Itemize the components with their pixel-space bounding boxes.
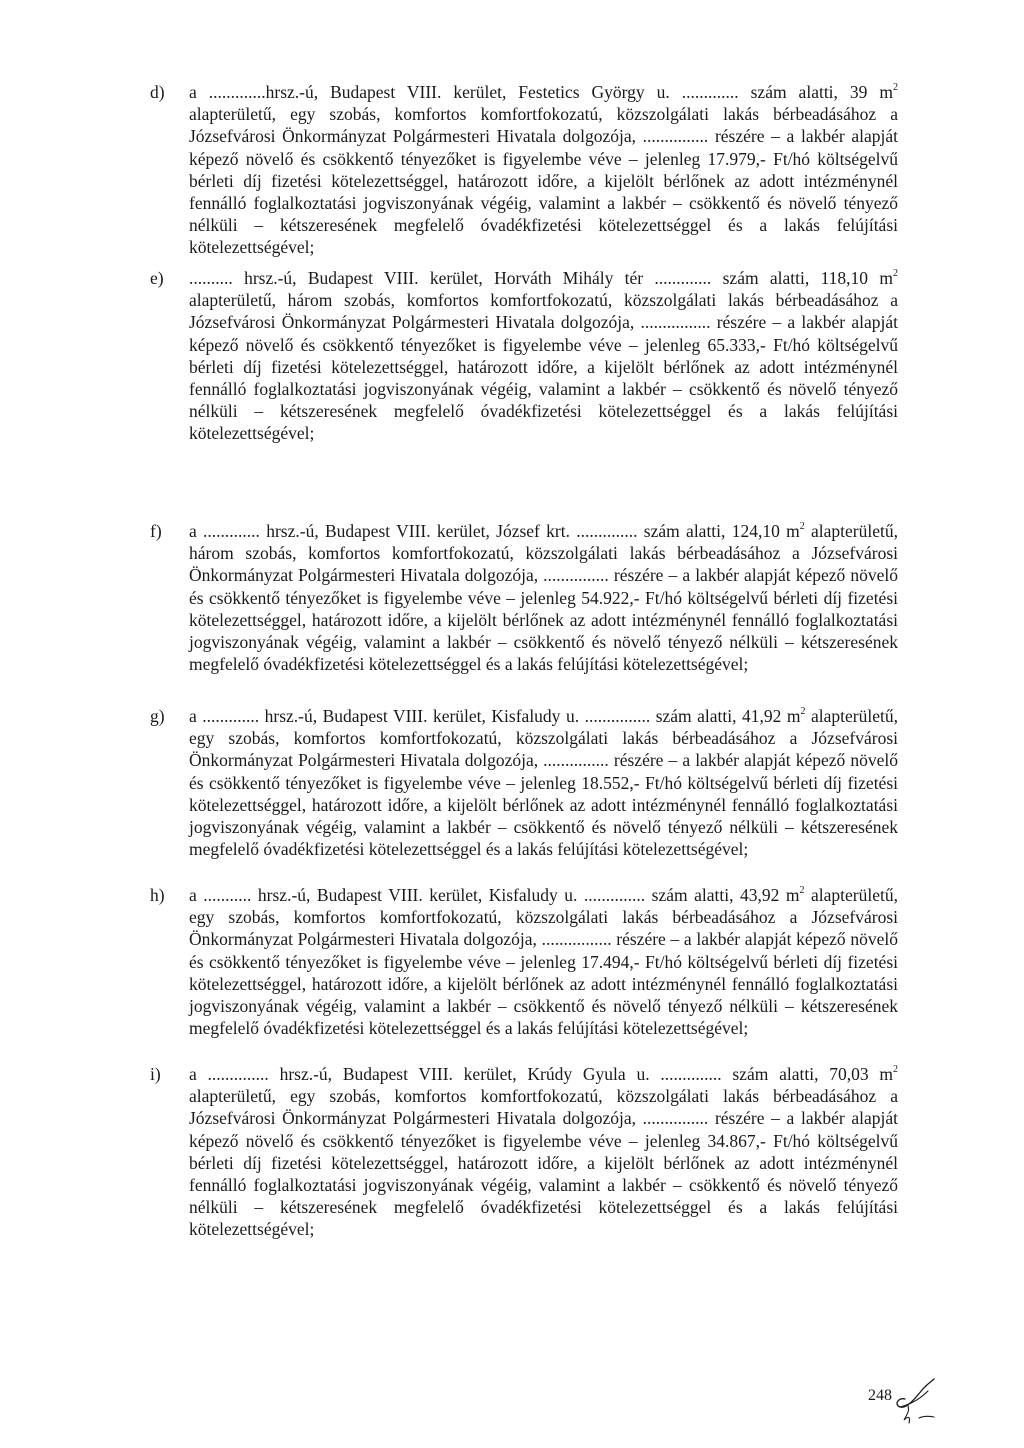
superscript: 2 [893,82,898,94]
superscript: 2 [800,706,806,718]
page-footer [868,1378,938,1428]
list-item-g [150,705,898,860]
item-text [189,520,898,675]
handwritten-initials-icon [892,1378,938,1426]
item-text-start: .......... hrsz.-ú, Budapest VIII. kerület, Horváth Mihály tér ............. szám alatti, 118,10 m [189,268,893,288]
superscript: 2 [893,268,898,280]
item-label: e) [150,268,164,288]
list-item-e [150,267,898,445]
list-item-f [150,520,898,675]
item-label: i) [150,1064,161,1084]
item-label: g) [150,706,165,726]
item-text-start: a .............hrsz.-ú, Budapest VIII. kerület, Festetics György u. ............. szám alatti, 39 m [189,82,893,102]
item-text [189,705,898,860]
list-item-i [150,1063,898,1241]
superscript: 2 [799,521,805,533]
item-text [189,81,898,259]
item-text-rest: alapterületű, három szobás, komfortos komfortfokozatú, közszolgálati lakás bérbeadásához a Józsefvárosi Önkormányzat Polgármesteri Hivatala dolgozója, ................ részére – a lakbér alapját képező növelő és csökkentő tényezőket is figyelembe véve – jelenleg 65.333,- Ft/hó költségelvű bérleti díj fizetési kötelezettséggel, határozott időre, a kijelölt bérlőnek az adott intézménynél fennálló foglalkoztatási jogviszonyának végéig, valamint a lakbér – csökkentő és növelő tényező nélküli – kétszeresének megfelelő óvadékfizetési kötelezettséggel és a lakás felújítási kötelezettségével; [189,290,898,444]
list-item-d [150,81,898,259]
page-number: 248 [868,1387,892,1404]
item-text [189,884,898,1039]
item-text-start: a ........... hrsz.-ú, Budapest VIII. kerület, Kisfaludy u. .............. szám alatti, 43,92 m [189,885,800,905]
item-label: d) [150,82,165,102]
item-text-start: a .............. hrsz.-ú, Budapest VIII. kerület, Krúdy Gyula u. .............. szám alatti, 70,03 m [189,1064,893,1084]
item-text-rest: alapterületű, egy szobás, komfortos komfortfokozatú, közszolgálati lakás bérbeadásához a Józsefvárosi Önkormányzat Polgármesteri Hivatala dolgozója, ............... részére – a lakbér alapját képező növelő és csökkentő tényezőket is figyelembe véve – jelenleg 18.552,- Ft/hó költségelvű bérleti díj fizetési kötelezettséggel, határozott időre, a kijelölt bérlőnek az adott intézménynél fennálló foglalkoztatási jogviszonyának végéig, valamint a lakbér – csökkentő és növelő tényező nélküli – kétszeresének megfelelő óvadékfizetési kötelezettséggel és a lakás felújítási kötelezettségével; [189,706,898,860]
item-text-start: a ............. hrsz.-ú, Budapest VIII. kerület, Kisfaludy u. ............... szám alatti, 41,92 m [189,706,801,726]
item-text-rest: alapterületű, egy szobás, komfortos komfortfokozatú, közszolgálati lakás bérbeadásához a Józsefvárosi Önkormányzat Polgármesteri Hivatala dolgozója, ................ részére – a lakbér alapját képező növelő és csökkentő tényezőket is figyelembe véve – jelenleg 17.494,- Ft/hó költségelvű bérleti díj fizetési kötelezettséggel, határozott időre, a kijelölt bérlőnek az adott intézménynél fennálló foglalkoztatási jogviszonyának végéig, valamint a lakbér – csökkentő és növelő tényező nélküli – kétszeresének megfelelő óvadékfizetési kötelezettséggel és a lakás felújítási kötelezettségével; [189,885,898,1039]
item-text [189,267,898,445]
superscript: 2 [799,885,805,897]
item-text-rest: alapterületű, három szobás, komfortos komfortfokozatú, közszolgálati lakás bérbeadásához a Józsefvárosi Önkormányzat Polgármesteri Hivatala dolgozója, ............... részére – a lakbér alapját képező növelő és csökkentő tényezőket is figyelembe véve – jelenleg 54.922,- Ft/hó költségelvű bérleti díj fizetési kötelezettséggel, határozott időre, a kijelölt bérlőnek az adott intézménynél fennálló foglalkoztatási jogviszonyának végéig, valamint a lakbér – csökkentő és növelő tényező nélküli – kétszeresének megfelelő óvadékfizetési kötelezettséggel és a lakás felújítási kötelezettségével; [189,521,898,675]
item-text-rest: alapterületű, egy szobás, komfortos komfortfokozatú, közszolgálati lakás bérbeadásához a Józsefvárosi Önkormányzat Polgármesteri Hivatala dolgozója, ............... részére – a lakbér alapját képező növelő és csökkentő tényezőket is figyelembe véve – jelenleg 34.867,- Ft/hó költségelvű bérleti díj fizetési kötelezettséggel, határozott időre, a kijelölt bérlőnek az adott intézménynél fennálló foglalkoztatási jogviszonyának végéig, valamint a lakbér – csökkentő és növelő tényező nélküli – kétszeresének megfelelő óvadékfizetési kötelezettséggel és a lakás felújítási kötelezettségével; [189,1086,898,1240]
item-text-rest: alapterületű, egy szobás, komfortos komfortfokozatú, közszolgálati lakás bérbeadásához a Józsefvárosi Önkormányzat Polgármesteri Hivatala dolgozója, ............... részére – a lakbér alapját képező növelő és csökkentő tényezőket is figyelembe véve – jelenleg 17.979,- Ft/hó költségelvű bérleti díj fizetési kötelezettséggel, határozott időre, a kijelölt bérlőnek az adott intézménynél fennálló foglalkoztatási jogviszonyának végéig, valamint a lakbér – csökkentő és növelő tényező nélküli – kétszeresének megfelelő óvadékfizetési kötelezettséggel és a lakás felújítási kötelezettségével; [189,104,898,258]
list-item-h [150,884,898,1039]
item-text [189,1063,898,1241]
item-label: f) [150,521,162,541]
item-label: h) [150,885,165,905]
superscript: 2 [893,1064,898,1076]
item-text-start: a ............. hrsz.-ú, Budapest VIII. kerület, József krt. .............. szám alatti, 124,10 m [189,521,800,541]
